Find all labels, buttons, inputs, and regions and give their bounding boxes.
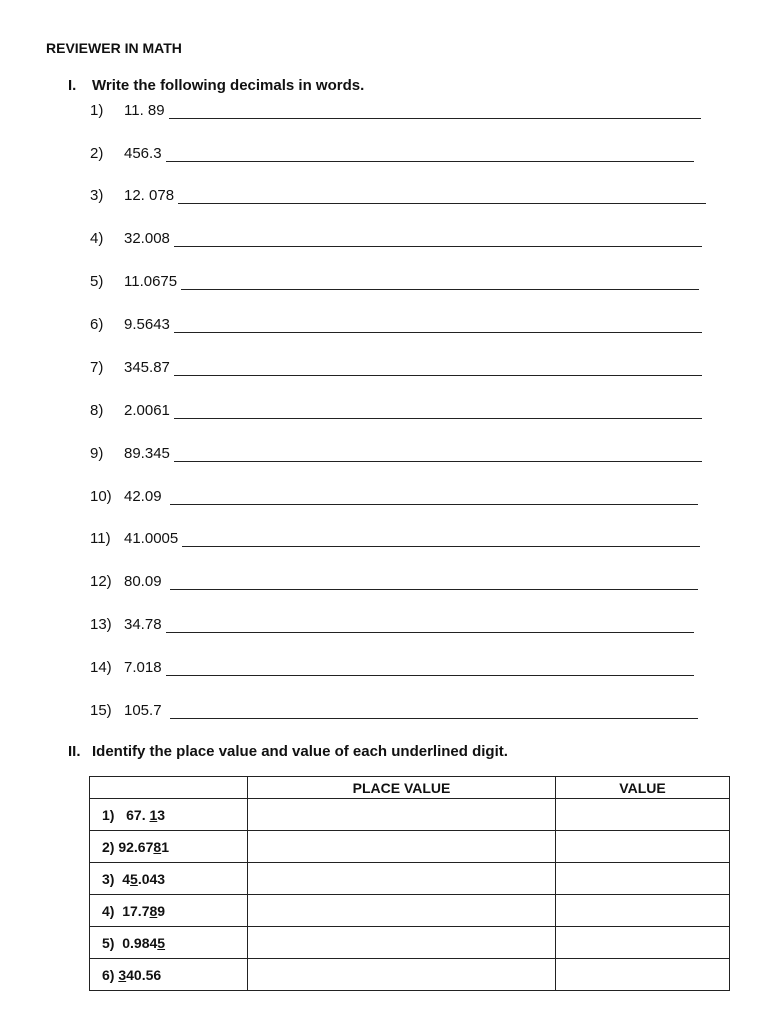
section-1-heading <box>68 77 364 94</box>
answer-line[interactable] <box>174 318 702 333</box>
item-decimal: 89.345 <box>124 445 170 462</box>
digit-after: 9 <box>157 902 166 919</box>
page-title: REVIEWER IN MATH <box>46 40 182 56</box>
question-cell <box>90 927 248 959</box>
answer-line[interactable] <box>174 361 702 376</box>
decimal-item <box>90 187 706 204</box>
item-decimal: 34.78 <box>124 616 162 633</box>
section-1-numeral: I. <box>68 77 77 94</box>
section-2-numeral: II. <box>68 743 81 760</box>
decimal-item <box>90 273 699 290</box>
section-2-heading <box>68 743 508 760</box>
underlined-digit: 5 <box>130 870 138 887</box>
item-decimal: 7.018 <box>124 659 162 676</box>
decimal-item <box>90 616 694 633</box>
item-number: 5) <box>90 273 104 290</box>
place-value-answer-cell[interactable] <box>248 831 556 863</box>
decimal-item <box>90 445 702 462</box>
value-answer-cell[interactable] <box>556 895 730 927</box>
answer-line[interactable] <box>174 232 702 247</box>
decimal-item <box>90 316 702 333</box>
item-decimal: 105.7 <box>124 702 162 719</box>
answer-line[interactable] <box>182 532 700 547</box>
digit-after: 3 <box>157 806 166 823</box>
underlined-digit: 8 <box>149 902 158 919</box>
row-number: 5) <box>102 934 115 951</box>
item-number: 11) <box>90 530 111 547</box>
item-decimal: 2.0061 <box>124 402 170 419</box>
decimal-item <box>90 659 694 676</box>
answer-line[interactable] <box>170 704 698 719</box>
value-answer-cell[interactable] <box>556 927 730 959</box>
answer-line[interactable] <box>170 490 698 505</box>
item-decimal: 456.3 <box>124 145 162 162</box>
place-value-table <box>89 776 730 991</box>
section-1-text: Write the following decimals in words. <box>92 77 365 94</box>
place-value-answer-cell[interactable] <box>248 959 556 991</box>
decimal-item <box>90 488 698 505</box>
item-number: 2) <box>90 145 104 162</box>
decimal-item <box>90 102 701 119</box>
row-number: 3) <box>102 870 115 887</box>
answer-line[interactable] <box>181 275 699 290</box>
item-number: 9) <box>90 445 104 462</box>
answer-line[interactable] <box>166 661 694 676</box>
answer-line[interactable] <box>178 189 706 204</box>
item-number: 1) <box>90 102 104 119</box>
section-2-text: Identify the place value and value of each underlined digit. <box>92 743 508 760</box>
item-decimal: 32.008 <box>124 230 170 247</box>
place-value-answer-cell[interactable] <box>248 863 556 895</box>
value-answer-cell[interactable] <box>556 863 730 895</box>
underlined-digit: 3 <box>118 966 127 983</box>
underlined-digit: 8 <box>153 838 162 855</box>
item-number: 3) <box>90 187 104 204</box>
decimal-item <box>90 359 702 376</box>
table-row <box>90 895 730 927</box>
question-cell <box>90 895 248 927</box>
digit-before: 4 <box>122 870 131 887</box>
item-number: 4) <box>90 230 104 247</box>
value-answer-cell[interactable] <box>556 831 730 863</box>
table-row <box>90 863 730 895</box>
item-decimal: 42.09 <box>124 488 162 505</box>
row-number: 1) <box>102 806 115 823</box>
underlined-digit: 1 <box>149 806 158 823</box>
item-number: 6) <box>90 316 104 333</box>
item-number: 8) <box>90 402 104 419</box>
digit-after: 40.56 <box>126 966 162 983</box>
item-decimal: 11.0675 <box>124 273 178 290</box>
answer-line[interactable] <box>166 618 694 633</box>
decimal-item <box>90 145 694 162</box>
table-row <box>90 799 730 831</box>
item-number: 12) <box>90 573 112 590</box>
answer-line[interactable] <box>170 575 698 590</box>
digit-after: .043 <box>137 870 166 887</box>
digit-before: 92.67 <box>118 838 154 855</box>
item-decimal: 80.09 <box>124 573 162 590</box>
digit-before: 67. <box>126 806 150 823</box>
item-decimal: 345.87 <box>124 359 170 376</box>
decimal-item <box>90 402 702 419</box>
item-decimal: 11. 89 <box>124 102 165 119</box>
header-place-value: PLACE VALUE <box>248 777 556 799</box>
question-cell <box>90 831 248 863</box>
item-number: 14) <box>90 659 112 676</box>
decimal-item <box>90 573 698 590</box>
digit-before: 17.7 <box>122 902 150 919</box>
item-number: 13) <box>90 616 112 633</box>
decimal-item <box>90 230 702 247</box>
place-value-answer-cell[interactable] <box>248 927 556 959</box>
header-blank <box>90 777 248 799</box>
item-number: 15) <box>90 702 112 719</box>
place-value-answer-cell[interactable] <box>248 895 556 927</box>
answer-line[interactable] <box>169 104 701 119</box>
row-number: 4) <box>102 902 115 919</box>
table-header-row <box>90 777 730 799</box>
item-decimal: 41.0005 <box>124 530 179 547</box>
underlined-digit: 5 <box>157 934 166 951</box>
item-number: 10) <box>90 488 112 505</box>
item-number: 7) <box>90 359 104 376</box>
answer-line[interactable] <box>174 447 702 462</box>
digit-after: 1 <box>161 838 169 855</box>
place-value-answer-cell[interactable] <box>248 799 556 831</box>
answer-line[interactable] <box>166 147 694 162</box>
table-row <box>90 927 730 959</box>
answer-line[interactable] <box>174 404 702 419</box>
value-answer-cell[interactable] <box>556 959 730 991</box>
decimal-item <box>90 530 700 547</box>
table-row <box>90 959 730 991</box>
digit-before: 0.984 <box>122 934 158 951</box>
item-decimal: 9.5643 <box>124 316 170 333</box>
decimal-item <box>90 702 698 719</box>
header-value: VALUE <box>556 777 730 799</box>
value-answer-cell[interactable] <box>556 799 730 831</box>
question-cell <box>90 863 248 895</box>
question-cell <box>90 799 248 831</box>
item-decimal: 12. 078 <box>124 187 175 204</box>
table-row <box>90 831 730 863</box>
row-number: 6) <box>102 966 115 983</box>
question-cell <box>90 959 248 991</box>
row-number: 2) <box>102 838 115 855</box>
